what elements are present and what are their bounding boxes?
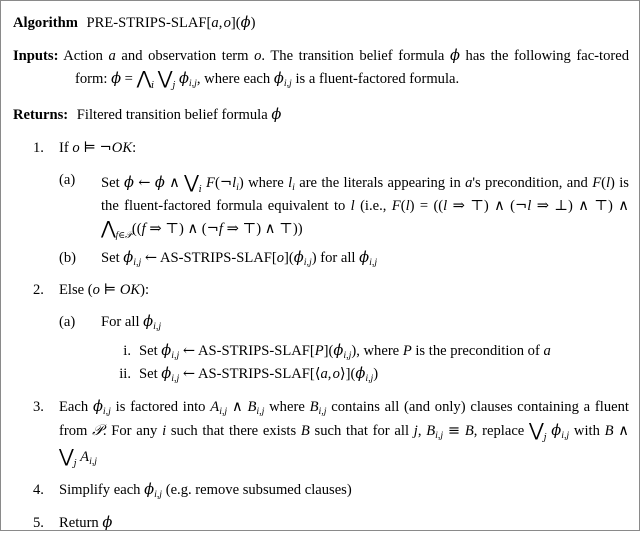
step-1-substeps	[59, 170, 629, 269]
step-5-marker: 5.	[33, 514, 44, 531]
inputs-paragraph	[13, 46, 629, 92]
step-4-marker: 4.	[33, 482, 44, 499]
inputs-label: Inputs:	[13, 48, 59, 65]
step-1b-text: Set $\phi_{i,j}$ ← $AS-STRIPS-SLAF[o](\phi_{i,j})$ for all $\phi_{i,j}$	[101, 248, 378, 268]
step-1a-text: Set ϕ ← ϕ ∧ $⋁_i$ $F(\neg l_i)$ where $l_i$ are the literals appearing in a's precondition, and F(l) is the fluent-factored formula equivalent to l (i.e., F(l) = ((l ⇒ ⊤) ∧ (¬l ⇒ ⊥) ∧ ⊤) ∧ $⋀_{f\in 𝒫}((f$ ⇒ ⊤) ∧ (¬f ⇒ ⊤) ∧ ⊤))	[101, 172, 629, 241]
step-2	[13, 280, 629, 385]
step-2a-ii-text: Set $\phi_{i,j}$ ← AS-STRIPS-SLAF[⟨a, $o⟩](\phi_{i,j})$	[139, 365, 379, 384]
step-2-text: Else (o ⊨ OK):	[59, 281, 150, 299]
step-2a-ii-marker: ii.	[119, 366, 131, 383]
step-4-text: Simplify each $\phi_{i,j}$ (e.g. remove subsumed clauses)	[59, 481, 352, 501]
step-3	[13, 397, 629, 470]
step-2a-i-marker: i.	[123, 342, 131, 359]
returns-paragraph	[13, 105, 629, 125]
step-1b-marker: (b)	[59, 249, 77, 266]
step-2a	[59, 312, 629, 385]
step-2a-subsubsteps	[101, 341, 629, 386]
step-2a-text: For all $\phi_{i,j}$	[101, 313, 162, 332]
algorithm-header	[13, 13, 629, 33]
step-2a-i	[101, 341, 629, 362]
algorithm-title: PRE-STRIPS-SLAF[a, o](ϕ)	[86, 14, 256, 31]
step-2-substeps	[59, 312, 629, 385]
step-2a-marker: (a)	[59, 314, 76, 331]
step-4	[13, 480, 629, 501]
step-1-marker: 1.	[33, 140, 44, 157]
returns-label: Returns:	[13, 106, 69, 123]
step-1b	[59, 248, 629, 269]
step-1-text: If o ⊨ ¬OK:	[59, 139, 137, 157]
step-1a-marker: (a)	[59, 172, 76, 189]
step-5-text: Return ϕ	[59, 513, 113, 531]
step-3-marker: 3.	[33, 398, 44, 415]
step-5	[13, 513, 629, 533]
step-1	[13, 138, 629, 269]
inputs-text: Action a and observation term o. The transition belief formula ϕ has the following fac-​tored form: $\phi = ⋀_i$ $⋁_j$ $\phi_{i,j}$, where each $\phi_{i,j}$ is a fluent-factored formula.	[63, 47, 630, 92]
step-2-marker: 2.	[33, 282, 44, 299]
steps-list	[13, 138, 629, 533]
step-3-text: Each $\phi_{i,j}$ is factored into $A_{i,j}$ ∧ $B_{i,j}$ where $B_{i,j}$ contains all (and only) clauses containing a fluent from 𝒫. For any i such that there exists B such that for all j, $B_{i,j} \equiv B$, replace $⋁_j$ $\phi_{i,j}$ with B ∧ $⋁_j$ $A_{i,j}$	[59, 397, 629, 469]
algorithm-label: Algorithm	[13, 15, 78, 31]
returns-text: Filtered transition belief formula ϕ	[76, 105, 282, 123]
step-2a-i-text: Set $\phi_{i,j}$ ← $AS-STRIPS-SLAF[P](\phi_{i,j})$, where P is the precondition of a	[139, 341, 551, 361]
step-1a	[59, 170, 629, 241]
step-2a-ii	[101, 364, 629, 385]
